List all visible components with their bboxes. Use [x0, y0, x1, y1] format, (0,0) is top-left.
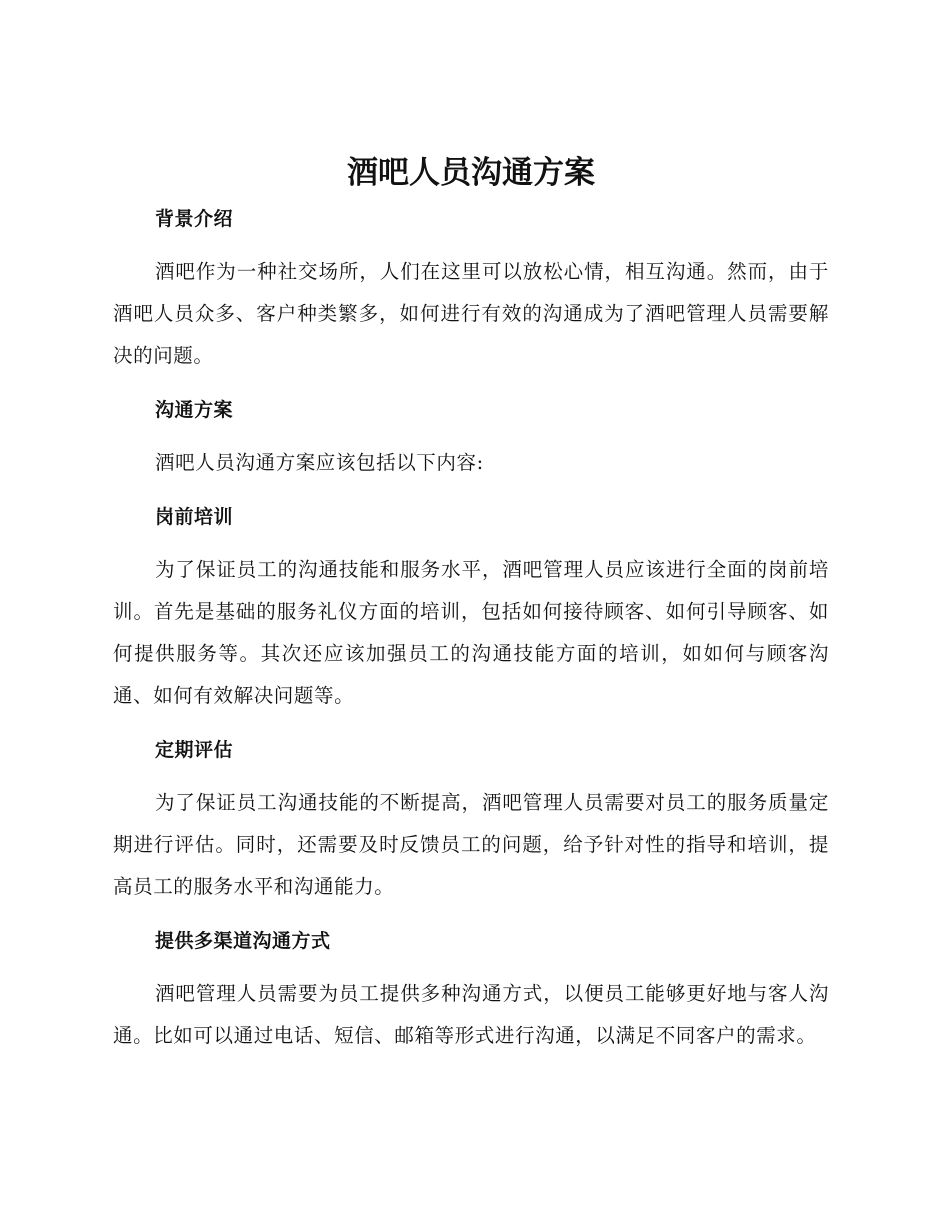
heading-communication-plan: 沟通方案: [155, 399, 234, 421]
paragraph-communication-plan: 酒吧人员沟通方案应该包括以下内容:: [155, 451, 484, 474]
paragraph-regular-evaluation: 为了保证员工沟通技能的不断提高，酒吧管理人员需要对员工的服务质量定期进行评估。同时，还需要及时反馈员工的问题，给予针对性的指导和培训，提高员工的服务水平和沟通能力。: [113, 791, 829, 898]
paragraph-multi-channel: 酒吧管理人员需要为员工提供多种沟通方式，以便员工能够更好地与客人沟通。比如可以通过电话、短信、邮箱等形式进行沟通，以满足不同客户的需求。: [113, 982, 829, 1047]
document-body: [113, 148, 829, 1070]
heading-background: 背景介绍: [155, 208, 234, 230]
heading-regular-evaluation: 定期评估: [155, 739, 234, 761]
document-title: 酒吧人员沟通方案: [347, 155, 595, 191]
paragraph-pre-job-training: 为了保证员工的沟通技能和服务水平，酒吧管理人员应该进行全面的岗前培训。首先是基础的服务礼仪方面的培训，包括如何接待顾客、如何引导顾客、如何提供服务等。其次还应该加强员工的沟通技能方面的培训，如如何与顾客沟通、如何有效解决问题等。: [113, 558, 829, 707]
paragraph-background: 酒吧作为一种社交场所，人们在这里可以放松心情，相互沟通。然而，由于酒吧人员众多、客户种类繁多，如何进行有效的沟通成为了酒吧管理人员需要解决的问题。: [113, 260, 829, 367]
heading-pre-job-training: 岗前培训: [155, 506, 234, 528]
heading-multi-channel: 提供多渠道沟通方式: [155, 930, 331, 952]
